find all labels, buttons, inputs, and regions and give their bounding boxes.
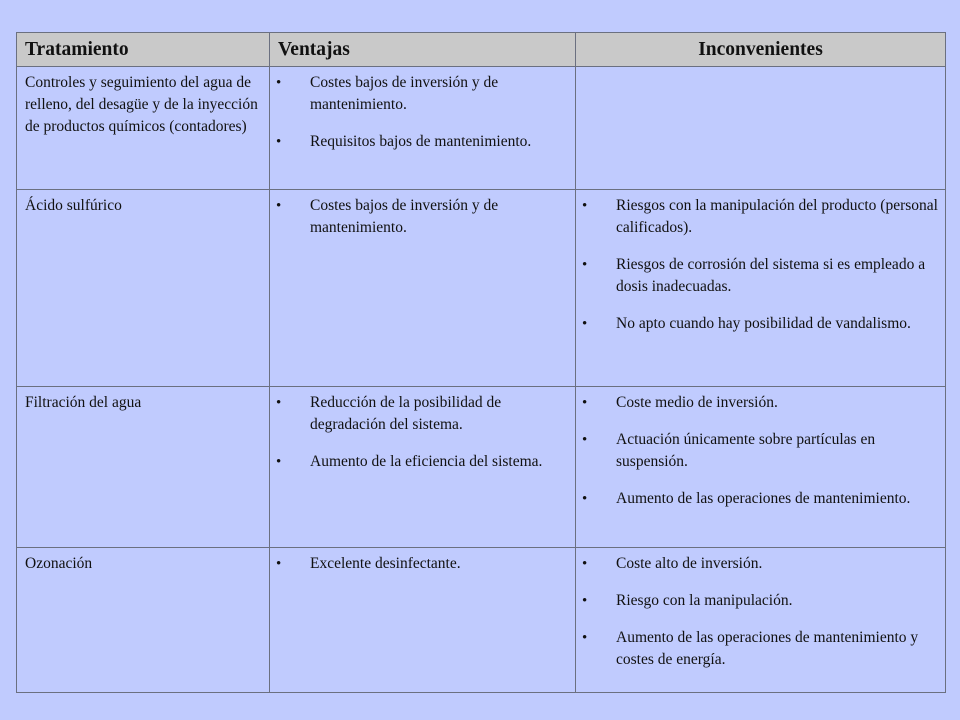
list-item: • Coste medio de inversión. xyxy=(576,392,939,414)
list-item: • Riesgos con la manipulación del producto (personal calificados). xyxy=(576,195,939,239)
header-tratamiento: Tratamiento xyxy=(17,33,270,67)
inconvenientes-cell xyxy=(576,67,946,190)
list-item: • Aumento de la eficiencia del sistema. xyxy=(270,451,569,473)
ventajas-list xyxy=(270,195,569,239)
header-inconvenientes: Inconvenientes xyxy=(576,33,946,67)
list-item: • Riesgos de corrosión del sistema si es empleado a dosis inadecuadas. xyxy=(576,254,939,298)
ventajas-list xyxy=(270,553,569,575)
table-row xyxy=(17,190,946,387)
list-item: • Riesgo con la manipulación. xyxy=(576,590,939,612)
ventajas-cell xyxy=(270,67,576,190)
ventajas-list xyxy=(270,72,569,153)
list-item: • Costes bajos de inversión y de mantenimiento. xyxy=(270,72,569,116)
header-row xyxy=(17,33,946,67)
list-item: • Coste alto de inversión. xyxy=(576,553,939,575)
list-item: • Actuación únicamente sobre partículas en suspensión. xyxy=(576,429,939,473)
list-item: • Requisitos bajos de mantenimiento. xyxy=(270,131,569,153)
table-row xyxy=(17,387,946,548)
inconvenientes-list xyxy=(576,195,939,335)
ventajas-cell xyxy=(270,387,576,548)
tratamiento-cell: Filtración del agua xyxy=(17,387,270,548)
header-ventajas: Ventajas xyxy=(270,33,576,67)
list-item: • Excelente desinfectante. xyxy=(270,553,569,575)
ventajas-cell xyxy=(270,548,576,693)
tratamiento-cell: Controles y seguimiento del agua de relleno, del desagüe y de la inyección de productos químicos (contadores) xyxy=(17,67,270,190)
inconvenientes-list xyxy=(576,392,939,510)
inconvenientes-list xyxy=(576,553,939,671)
ventajas-list xyxy=(270,392,569,473)
table-row xyxy=(17,67,946,190)
list-item: • No apto cuando hay posibilidad de vandalismo. xyxy=(576,313,939,335)
table-row xyxy=(17,548,946,693)
tratamiento-cell: Ácido sulfúrico xyxy=(17,190,270,387)
inconvenientes-cell xyxy=(576,387,946,548)
list-item: • Aumento de las operaciones de mantenimiento. xyxy=(576,488,939,510)
list-item: • Aumento de las operaciones de mantenimiento y costes de energía. xyxy=(576,627,939,671)
tratamiento-cell: Ozonación xyxy=(17,548,270,693)
list-item: • Reducción de la posibilidad de degradación del sistema. xyxy=(270,392,569,436)
inconvenientes-cell xyxy=(576,548,946,693)
treatment-table xyxy=(16,32,946,693)
ventajas-cell xyxy=(270,190,576,387)
inconvenientes-cell xyxy=(576,190,946,387)
list-item: • Costes bajos de inversión y de mantenimiento. xyxy=(270,195,569,239)
